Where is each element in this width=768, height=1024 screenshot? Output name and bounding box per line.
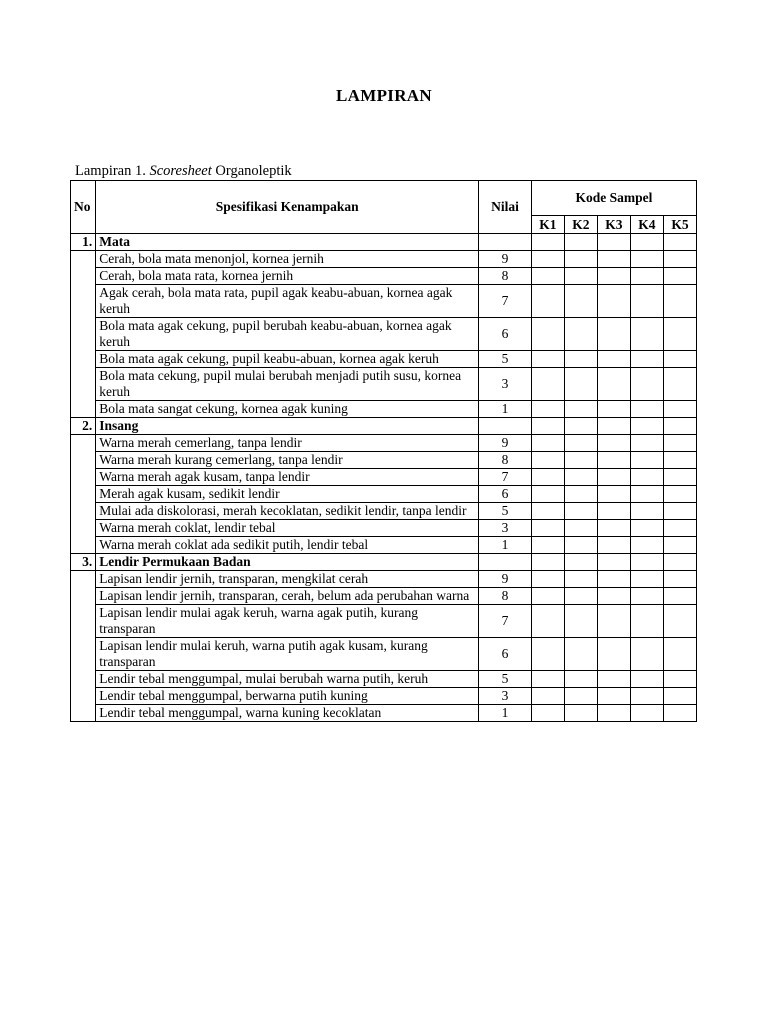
score-cell-k5[interactable] — [663, 671, 696, 688]
table-row — [71, 688, 697, 705]
score-cell[interactable] — [597, 418, 630, 435]
score-cell-k3[interactable] — [597, 520, 630, 537]
table-row — [71, 638, 697, 671]
score-cell-k2[interactable] — [564, 251, 597, 268]
score-cell-k2[interactable] — [564, 571, 597, 588]
nilai-cell: 9 — [479, 251, 532, 268]
header-k1: K1 — [531, 216, 564, 234]
table-row — [71, 318, 697, 351]
score-cell-k2[interactable] — [564, 520, 597, 537]
table-row — [71, 469, 697, 486]
score-cell-k3[interactable] — [597, 469, 630, 486]
score-cell-k4[interactable] — [630, 571, 663, 588]
score-cell-k5[interactable] — [663, 435, 696, 452]
score-cell-k1[interactable] — [531, 671, 564, 688]
score-cell-k4[interactable] — [630, 368, 663, 401]
nilai-cell: 6 — [479, 318, 532, 351]
score-cell-k1[interactable] — [531, 537, 564, 554]
nilai-cell: 3 — [479, 520, 532, 537]
caption-suffix: Organoleptik — [211, 163, 292, 179]
score-cell-k4[interactable] — [630, 452, 663, 469]
score-cell-k2[interactable] — [564, 486, 597, 503]
score-cell-k1[interactable] — [531, 368, 564, 401]
header-k3: K3 — [597, 216, 630, 234]
score-cell-k4[interactable] — [630, 469, 663, 486]
score-cell-k2[interactable] — [564, 285, 597, 318]
score-cell-k2[interactable] — [564, 435, 597, 452]
score-cell-k3[interactable] — [597, 285, 630, 318]
score-cell-k5[interactable] — [663, 537, 696, 554]
no-cell-empty — [71, 251, 96, 418]
score-cell-k3[interactable] — [597, 486, 630, 503]
score-cell-k1[interactable] — [531, 688, 564, 705]
table-row — [71, 571, 697, 588]
score-cell-k1[interactable] — [531, 588, 564, 605]
nilai-cell: 1 — [479, 537, 532, 554]
score-cell-k1[interactable] — [531, 268, 564, 285]
score-cell-k5[interactable] — [663, 605, 696, 638]
no-cell-empty — [71, 435, 96, 554]
score-cell-k5[interactable] — [663, 268, 696, 285]
section-number: 3. — [71, 554, 96, 571]
table-row — [71, 520, 697, 537]
score-cell-k4[interactable] — [630, 318, 663, 351]
nilai-cell: 7 — [479, 605, 532, 638]
score-cell-k1[interactable] — [531, 452, 564, 469]
score-cell-k3[interactable] — [597, 638, 630, 671]
score-cell-k1[interactable] — [531, 486, 564, 503]
header-kode-sampel: Kode Sampel — [531, 181, 696, 216]
table-row — [71, 251, 697, 268]
score-cell-k2[interactable] — [564, 351, 597, 368]
score-cell-k3[interactable] — [597, 368, 630, 401]
score-cell-k4[interactable] — [630, 401, 663, 418]
score-cell-k3[interactable] — [597, 537, 630, 554]
section-number: 2. — [71, 418, 96, 435]
spec-cell: Bola mata agak cekung, pupil keabu-abuan, kornea agak keruh — [96, 351, 479, 368]
spec-cell: Lendir tebal menggumpal, warna kuning kecoklatan — [96, 705, 479, 722]
spec-cell: Mulai ada diskolorasi, merah kecoklatan, sedikit lendir, tanpa lendir — [96, 503, 479, 520]
score-cell-k5[interactable] — [663, 688, 696, 705]
score-cell-k4[interactable] — [630, 537, 663, 554]
scoresheet-table — [70, 180, 697, 722]
score-cell-k4[interactable] — [630, 351, 663, 368]
nilai-cell: 8 — [479, 588, 532, 605]
score-cell[interactable] — [531, 554, 564, 571]
score-cell[interactable] — [564, 418, 597, 435]
score-cell-k5[interactable] — [663, 503, 696, 520]
nilai-cell: 1 — [479, 401, 532, 418]
spec-cell: Lapisan lendir jernih, transparan, mengkilat cerah — [96, 571, 479, 588]
table-caption — [75, 163, 292, 180]
table-row — [71, 351, 697, 368]
spec-cell: Agak cerah, bola mata rata, pupil agak keabu-abuan, kornea agak keruh — [96, 285, 479, 318]
score-cell-k5[interactable] — [663, 368, 696, 401]
section-title: Lendir Permukaan Badan — [96, 554, 479, 571]
table-row — [71, 268, 697, 285]
table-row — [71, 503, 697, 520]
nilai-cell: 1 — [479, 705, 532, 722]
section-title: Insang — [96, 418, 479, 435]
score-cell-k5[interactable] — [663, 469, 696, 486]
score-cell-k2[interactable] — [564, 368, 597, 401]
score-cell-k2[interactable] — [564, 537, 597, 554]
score-cell-k1[interactable] — [531, 705, 564, 722]
score-cell-k3[interactable] — [597, 671, 630, 688]
table-header — [71, 181, 697, 234]
score-cell-k1[interactable] — [531, 351, 564, 368]
section-row — [71, 554, 697, 571]
nilai-cell: 8 — [479, 268, 532, 285]
score-cell[interactable] — [663, 234, 696, 251]
spec-cell: Warna merah coklat ada sedikit putih, lendir tebal — [96, 537, 479, 554]
page-title: LAMPIRAN — [336, 86, 432, 105]
section-number: 1. — [71, 234, 96, 251]
spec-cell: Lapisan lendir mulai keruh, warna putih agak kusam, kurang transparan — [96, 638, 479, 671]
score-cell-k4[interactable] — [630, 671, 663, 688]
nilai-cell: 9 — [479, 435, 532, 452]
nilai-cell: 6 — [479, 486, 532, 503]
score-cell-k2[interactable] — [564, 638, 597, 671]
score-cell-k3[interactable] — [597, 351, 630, 368]
spec-cell: Cerah, bola mata menonjol, kornea jernih — [96, 251, 479, 268]
score-cell-k2[interactable] — [564, 688, 597, 705]
score-cell-k4[interactable] — [630, 638, 663, 671]
score-cell-k3[interactable] — [597, 268, 630, 285]
table-row — [71, 368, 697, 401]
score-cell-k2[interactable] — [564, 605, 597, 638]
spec-cell: Lendir tebal menggumpal, mulai berubah warna putih, keruh — [96, 671, 479, 688]
score-cell-k3[interactable] — [597, 571, 630, 588]
score-cell-k1[interactable] — [531, 503, 564, 520]
nilai-cell: 9 — [479, 571, 532, 588]
header-k5: K5 — [663, 216, 696, 234]
nilai-cell: 5 — [479, 503, 532, 520]
score-cell-k2[interactable] — [564, 318, 597, 351]
table-row — [71, 537, 697, 554]
table-body — [71, 234, 697, 722]
score-cell-k4[interactable] — [630, 268, 663, 285]
score-cell[interactable] — [531, 234, 564, 251]
score-cell-k1[interactable] — [531, 401, 564, 418]
score-cell-k5[interactable] — [663, 401, 696, 418]
nilai-cell: 3 — [479, 688, 532, 705]
no-cell-empty — [71, 571, 96, 722]
score-cell-k2[interactable] — [564, 452, 597, 469]
table-row — [71, 671, 697, 688]
score-cell-k3[interactable] — [597, 705, 630, 722]
spec-cell: Lapisan lendir jernih, transparan, cerah, belum ada perubahan warna — [96, 588, 479, 605]
score-cell-k5[interactable] — [663, 318, 696, 351]
score-cell-k5[interactable] — [663, 520, 696, 537]
score-cell-k5[interactable] — [663, 638, 696, 671]
score-cell-k4[interactable] — [630, 688, 663, 705]
score-cell-k3[interactable] — [597, 688, 630, 705]
spec-cell: Bola mata cekung, pupil mulai berubah menjadi putih susu, kornea keruh — [96, 368, 479, 401]
score-cell-k1[interactable] — [531, 520, 564, 537]
score-cell-k3[interactable] — [597, 605, 630, 638]
spec-cell: Warna merah coklat, lendir tebal — [96, 520, 479, 537]
table-row — [71, 605, 697, 638]
spec-cell: Warna merah kurang cemerlang, tanpa lendir — [96, 452, 479, 469]
section-row — [71, 418, 697, 435]
table-row — [71, 285, 697, 318]
spec-cell: Lapisan lendir mulai agak keruh, warna agak putih, kurang transparan — [96, 605, 479, 638]
score-cell[interactable] — [564, 554, 597, 571]
score-cell-k1[interactable] — [531, 318, 564, 351]
nilai-cell: 8 — [479, 452, 532, 469]
spec-cell: Bola mata agak cekung, pupil berubah keabu-abuan, kornea agak keruh — [96, 318, 479, 351]
score-cell-k5[interactable] — [663, 588, 696, 605]
score-cell[interactable] — [663, 554, 696, 571]
table-row — [71, 486, 697, 503]
score-cell-k5[interactable] — [663, 351, 696, 368]
score-cell-k2[interactable] — [564, 401, 597, 418]
score-cell-k3[interactable] — [597, 401, 630, 418]
nilai-cell: 6 — [479, 638, 532, 671]
header-spec: Spesifikasi Kenampakan — [96, 181, 479, 234]
score-cell-k1[interactable] — [531, 571, 564, 588]
header-k4: K4 — [630, 216, 663, 234]
score-cell-k5[interactable] — [663, 452, 696, 469]
table-row — [71, 705, 697, 722]
score-cell-k4[interactable] — [630, 588, 663, 605]
score-cell-k2[interactable] — [564, 503, 597, 520]
spec-cell: Warna merah cemerlang, tanpa lendir — [96, 435, 479, 452]
score-cell-k1[interactable] — [531, 251, 564, 268]
score-cell-k4[interactable] — [630, 520, 663, 537]
score-cell-k5[interactable] — [663, 705, 696, 722]
nilai-cell: 7 — [479, 469, 532, 486]
score-cell-k2[interactable] — [564, 588, 597, 605]
score-cell-k4[interactable] — [630, 251, 663, 268]
nilai-cell — [479, 418, 532, 435]
score-cell-k1[interactable] — [531, 469, 564, 486]
table-row — [71, 588, 697, 605]
header-k2: K2 — [564, 216, 597, 234]
section-title: Mata — [96, 234, 479, 251]
score-cell-k4[interactable] — [630, 503, 663, 520]
nilai-cell — [479, 554, 532, 571]
score-cell[interactable] — [630, 554, 663, 571]
score-cell[interactable] — [531, 418, 564, 435]
score-cell[interactable] — [663, 418, 696, 435]
score-cell[interactable] — [564, 234, 597, 251]
nilai-cell: 3 — [479, 368, 532, 401]
spec-cell: Cerah, bola mata rata, kornea jernih — [96, 268, 479, 285]
score-cell-k4[interactable] — [630, 435, 663, 452]
nilai-cell — [479, 234, 532, 251]
score-cell-k5[interactable] — [663, 571, 696, 588]
score-cell-k5[interactable] — [663, 285, 696, 318]
score-cell-k1[interactable] — [531, 285, 564, 318]
header-no: No — [71, 181, 96, 234]
score-cell-k2[interactable] — [564, 671, 597, 688]
table-row — [71, 435, 697, 452]
score-cell-k1[interactable] — [531, 605, 564, 638]
score-cell-k2[interactable] — [564, 705, 597, 722]
score-cell-k3[interactable] — [597, 435, 630, 452]
score-cell-k3[interactable] — [597, 588, 630, 605]
nilai-cell: 7 — [479, 285, 532, 318]
score-cell-k1[interactable] — [531, 435, 564, 452]
header-nilai: Nilai — [479, 181, 532, 234]
score-cell-k5[interactable] — [663, 251, 696, 268]
score-cell-k1[interactable] — [531, 638, 564, 671]
score-cell[interactable] — [597, 234, 630, 251]
spec-cell: Warna merah agak kusam, tanpa lendir — [96, 469, 479, 486]
score-cell-k3[interactable] — [597, 251, 630, 268]
score-cell[interactable] — [597, 554, 630, 571]
score-cell-k5[interactable] — [663, 486, 696, 503]
caption-prefix: Lampiran 1. — [75, 163, 150, 179]
spec-cell: Lendir tebal menggumpal, berwarna putih kuning — [96, 688, 479, 705]
spec-cell: Bola mata sangat cekung, kornea agak kuning — [96, 401, 479, 418]
score-cell-k4[interactable] — [630, 285, 663, 318]
score-cell-k2[interactable] — [564, 268, 597, 285]
score-cell-k4[interactable] — [630, 486, 663, 503]
score-cell-k4[interactable] — [630, 705, 663, 722]
section-row — [71, 234, 697, 251]
score-cell-k3[interactable] — [597, 452, 630, 469]
score-cell[interactable] — [630, 234, 663, 251]
nilai-cell: 5 — [479, 351, 532, 368]
score-cell[interactable] — [630, 418, 663, 435]
score-cell-k2[interactable] — [564, 469, 597, 486]
score-cell-k4[interactable] — [630, 605, 663, 638]
table-row — [71, 401, 697, 418]
spec-cell: Merah agak kusam, sedikit lendir — [96, 486, 479, 503]
score-cell-k3[interactable] — [597, 503, 630, 520]
caption-italic: Scoresheet — [149, 163, 212, 179]
score-cell-k3[interactable] — [597, 318, 630, 351]
table-row — [71, 452, 697, 469]
nilai-cell: 5 — [479, 671, 532, 688]
